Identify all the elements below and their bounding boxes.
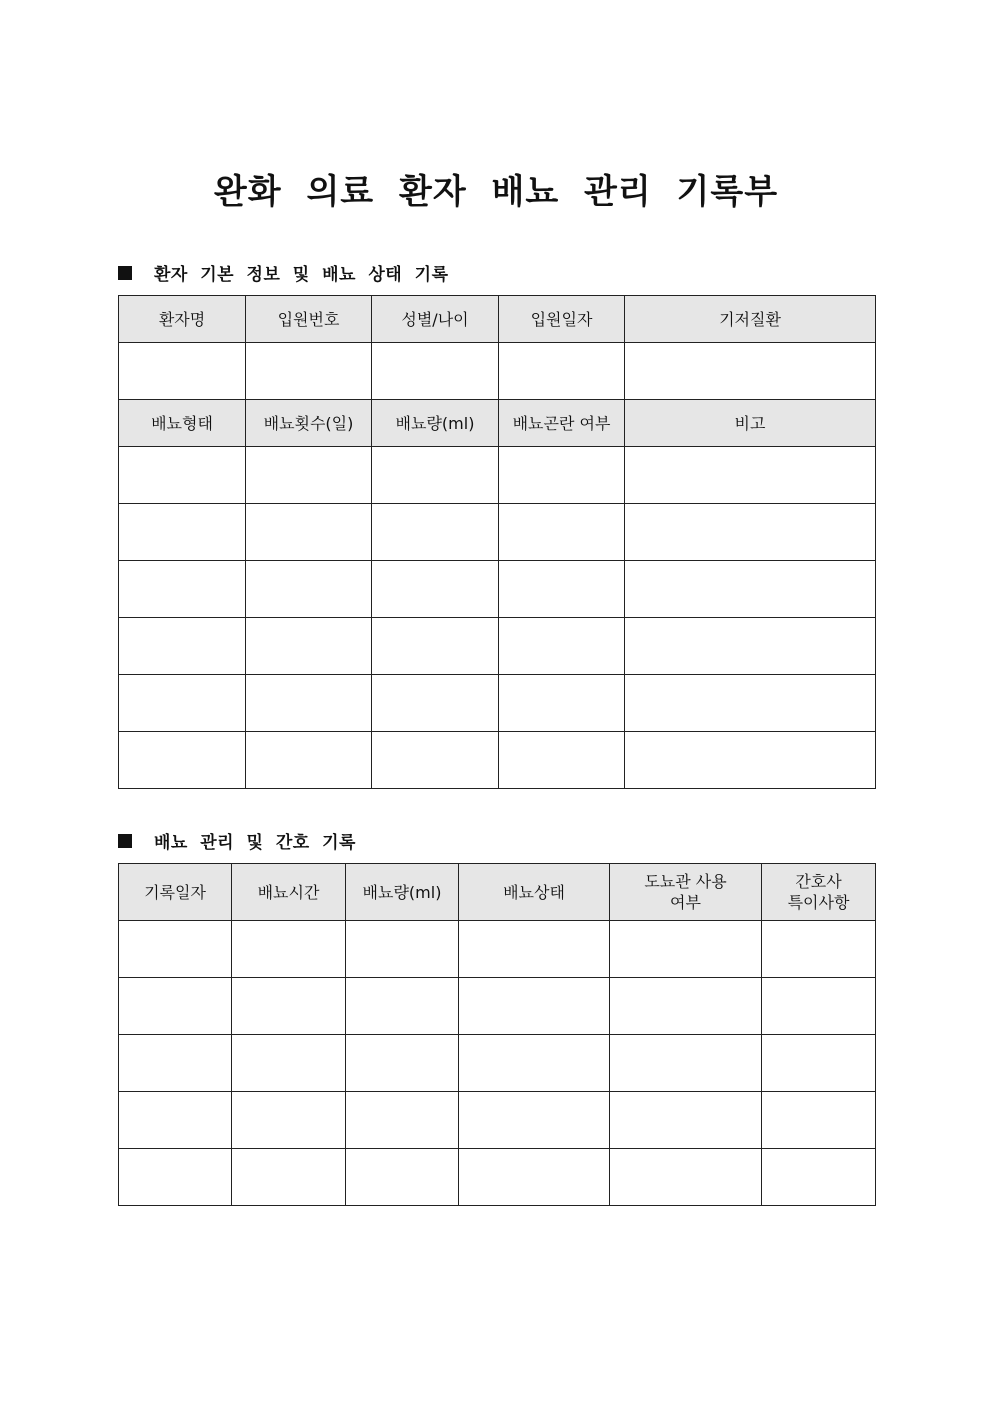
table-cell[interactable] bbox=[119, 561, 246, 618]
table-cell[interactable] bbox=[762, 921, 876, 978]
table-cell[interactable] bbox=[459, 1092, 610, 1149]
table-cell[interactable] bbox=[459, 1035, 610, 1092]
table-row bbox=[119, 561, 876, 618]
table-cell[interactable] bbox=[499, 561, 625, 618]
table-row bbox=[119, 504, 876, 561]
square-bullet-icon bbox=[118, 834, 132, 848]
table-cell[interactable] bbox=[625, 343, 876, 400]
column-header-label: 배뇨횟수(일) bbox=[263, 413, 354, 433]
table-cell[interactable] bbox=[346, 1035, 459, 1092]
table-row bbox=[119, 675, 876, 732]
header-row bbox=[119, 296, 876, 343]
table-cell[interactable] bbox=[119, 921, 232, 978]
table-cell[interactable] bbox=[246, 447, 372, 504]
table-cell[interactable] bbox=[232, 1092, 346, 1149]
table-cell[interactable] bbox=[459, 1149, 610, 1206]
table-row bbox=[119, 447, 876, 504]
table-cell[interactable] bbox=[372, 618, 499, 675]
table-cell[interactable] bbox=[119, 1035, 232, 1092]
column-header bbox=[346, 864, 459, 921]
table-row bbox=[119, 1149, 876, 1206]
table-cell[interactable] bbox=[119, 504, 246, 561]
table-cell[interactable] bbox=[119, 1092, 232, 1149]
column-header bbox=[625, 296, 876, 343]
section-heading-text: 환자 기본 정보 및 배뇨 상태 기록 bbox=[154, 265, 449, 285]
table-cell[interactable] bbox=[372, 504, 499, 561]
table-cell[interactable] bbox=[232, 978, 346, 1035]
patient-info-table bbox=[118, 295, 876, 789]
table-cell[interactable] bbox=[459, 921, 610, 978]
column-header-label: 도뇨관 사용 여부 bbox=[644, 872, 727, 912]
section-heading-patient-info bbox=[118, 260, 449, 285]
column-header bbox=[372, 296, 499, 343]
column-header bbox=[762, 864, 876, 921]
page-title: 완화 의료 환자 배뇨 관리 기록부 bbox=[213, 172, 779, 212]
table-cell[interactable] bbox=[119, 447, 246, 504]
table-cell[interactable] bbox=[625, 732, 876, 789]
column-header-label: 입원번호 bbox=[277, 309, 340, 329]
column-header bbox=[372, 400, 499, 447]
table-cell[interactable] bbox=[762, 978, 876, 1035]
table-cell[interactable] bbox=[119, 675, 246, 732]
table-cell[interactable] bbox=[232, 1149, 346, 1206]
table-cell[interactable] bbox=[346, 978, 459, 1035]
table-cell[interactable] bbox=[625, 675, 876, 732]
table-cell[interactable] bbox=[346, 1092, 459, 1149]
table-cell[interactable] bbox=[762, 1092, 876, 1149]
table-cell[interactable] bbox=[372, 732, 499, 789]
column-header-label: 환자명 bbox=[158, 309, 206, 329]
table-cell[interactable] bbox=[625, 618, 876, 675]
table-cell[interactable] bbox=[762, 1035, 876, 1092]
table-cell[interactable] bbox=[246, 618, 372, 675]
table-cell[interactable] bbox=[625, 447, 876, 504]
table-cell[interactable] bbox=[119, 343, 246, 400]
table-cell[interactable] bbox=[762, 1149, 876, 1206]
table-cell[interactable] bbox=[610, 1092, 762, 1149]
column-header bbox=[499, 296, 625, 343]
column-header-label: 비고 bbox=[734, 413, 766, 433]
column-header-label: 배뇨형태 bbox=[151, 413, 213, 433]
table-row bbox=[119, 618, 876, 675]
column-header-label: 배뇨량(ml) bbox=[395, 413, 475, 433]
table-cell[interactable] bbox=[372, 343, 499, 400]
table-cell[interactable] bbox=[499, 343, 625, 400]
table-cell[interactable] bbox=[346, 1149, 459, 1206]
table-cell[interactable] bbox=[119, 1149, 232, 1206]
column-header bbox=[246, 400, 372, 447]
column-header-label: 배뇨량(ml) bbox=[362, 882, 442, 902]
column-header bbox=[246, 296, 372, 343]
table-cell[interactable] bbox=[246, 561, 372, 618]
table-cell[interactable] bbox=[459, 978, 610, 1035]
table-row bbox=[119, 343, 876, 400]
table-cell[interactable] bbox=[610, 978, 762, 1035]
column-header bbox=[119, 400, 246, 447]
table-row bbox=[119, 1092, 876, 1149]
table-cell[interactable] bbox=[610, 1149, 762, 1206]
column-header-label: 배뇨시간 bbox=[257, 882, 320, 902]
table-cell[interactable] bbox=[499, 618, 625, 675]
column-header-label: 성별/나이 bbox=[401, 309, 469, 329]
table-cell[interactable] bbox=[625, 561, 876, 618]
column-header bbox=[610, 864, 762, 921]
column-header bbox=[499, 400, 625, 447]
header-row bbox=[119, 400, 876, 447]
column-header-label: 간호사 특이사항 bbox=[787, 872, 850, 912]
table-cell[interactable] bbox=[372, 447, 499, 504]
table-cell[interactable] bbox=[499, 447, 625, 504]
table-cell[interactable] bbox=[232, 921, 346, 978]
table-row bbox=[119, 732, 876, 789]
table-cell[interactable] bbox=[246, 343, 372, 400]
header-row bbox=[119, 864, 876, 921]
table-cell[interactable] bbox=[499, 504, 625, 561]
column-header-label: 배뇨곤란 여부 bbox=[512, 413, 611, 433]
section-heading-nursing bbox=[118, 828, 356, 853]
table-row bbox=[119, 978, 876, 1035]
table-cell[interactable] bbox=[232, 1035, 346, 1092]
column-header bbox=[119, 864, 232, 921]
table-cell[interactable] bbox=[119, 978, 232, 1035]
nursing-record-table bbox=[118, 863, 876, 1206]
table-cell[interactable] bbox=[346, 921, 459, 978]
section-heading-text: 배뇨 관리 및 간호 기록 bbox=[154, 833, 356, 853]
column-header bbox=[459, 864, 610, 921]
table-row bbox=[119, 1035, 876, 1092]
table-cell[interactable] bbox=[119, 618, 246, 675]
table-cell[interactable] bbox=[246, 675, 372, 732]
column-header-label: 기저질환 bbox=[719, 309, 781, 329]
column-header bbox=[625, 400, 876, 447]
column-header bbox=[232, 864, 346, 921]
table-cell[interactable] bbox=[499, 732, 625, 789]
square-bullet-icon bbox=[118, 266, 132, 280]
table-cell[interactable] bbox=[246, 732, 372, 789]
table-cell[interactable] bbox=[246, 504, 372, 561]
table-cell[interactable] bbox=[610, 921, 762, 978]
table-cell[interactable] bbox=[610, 1035, 762, 1092]
column-header-label: 입원일자 bbox=[530, 309, 593, 329]
table-cell[interactable] bbox=[372, 675, 499, 732]
table-row bbox=[119, 921, 876, 978]
column-header-label: 배뇨상태 bbox=[503, 882, 565, 902]
table-cell[interactable] bbox=[499, 675, 625, 732]
table-cell[interactable] bbox=[372, 561, 499, 618]
column-header-label: 기록일자 bbox=[144, 882, 206, 902]
column-header bbox=[119, 296, 246, 343]
table-cell[interactable] bbox=[119, 732, 246, 789]
table-cell[interactable] bbox=[625, 504, 876, 561]
